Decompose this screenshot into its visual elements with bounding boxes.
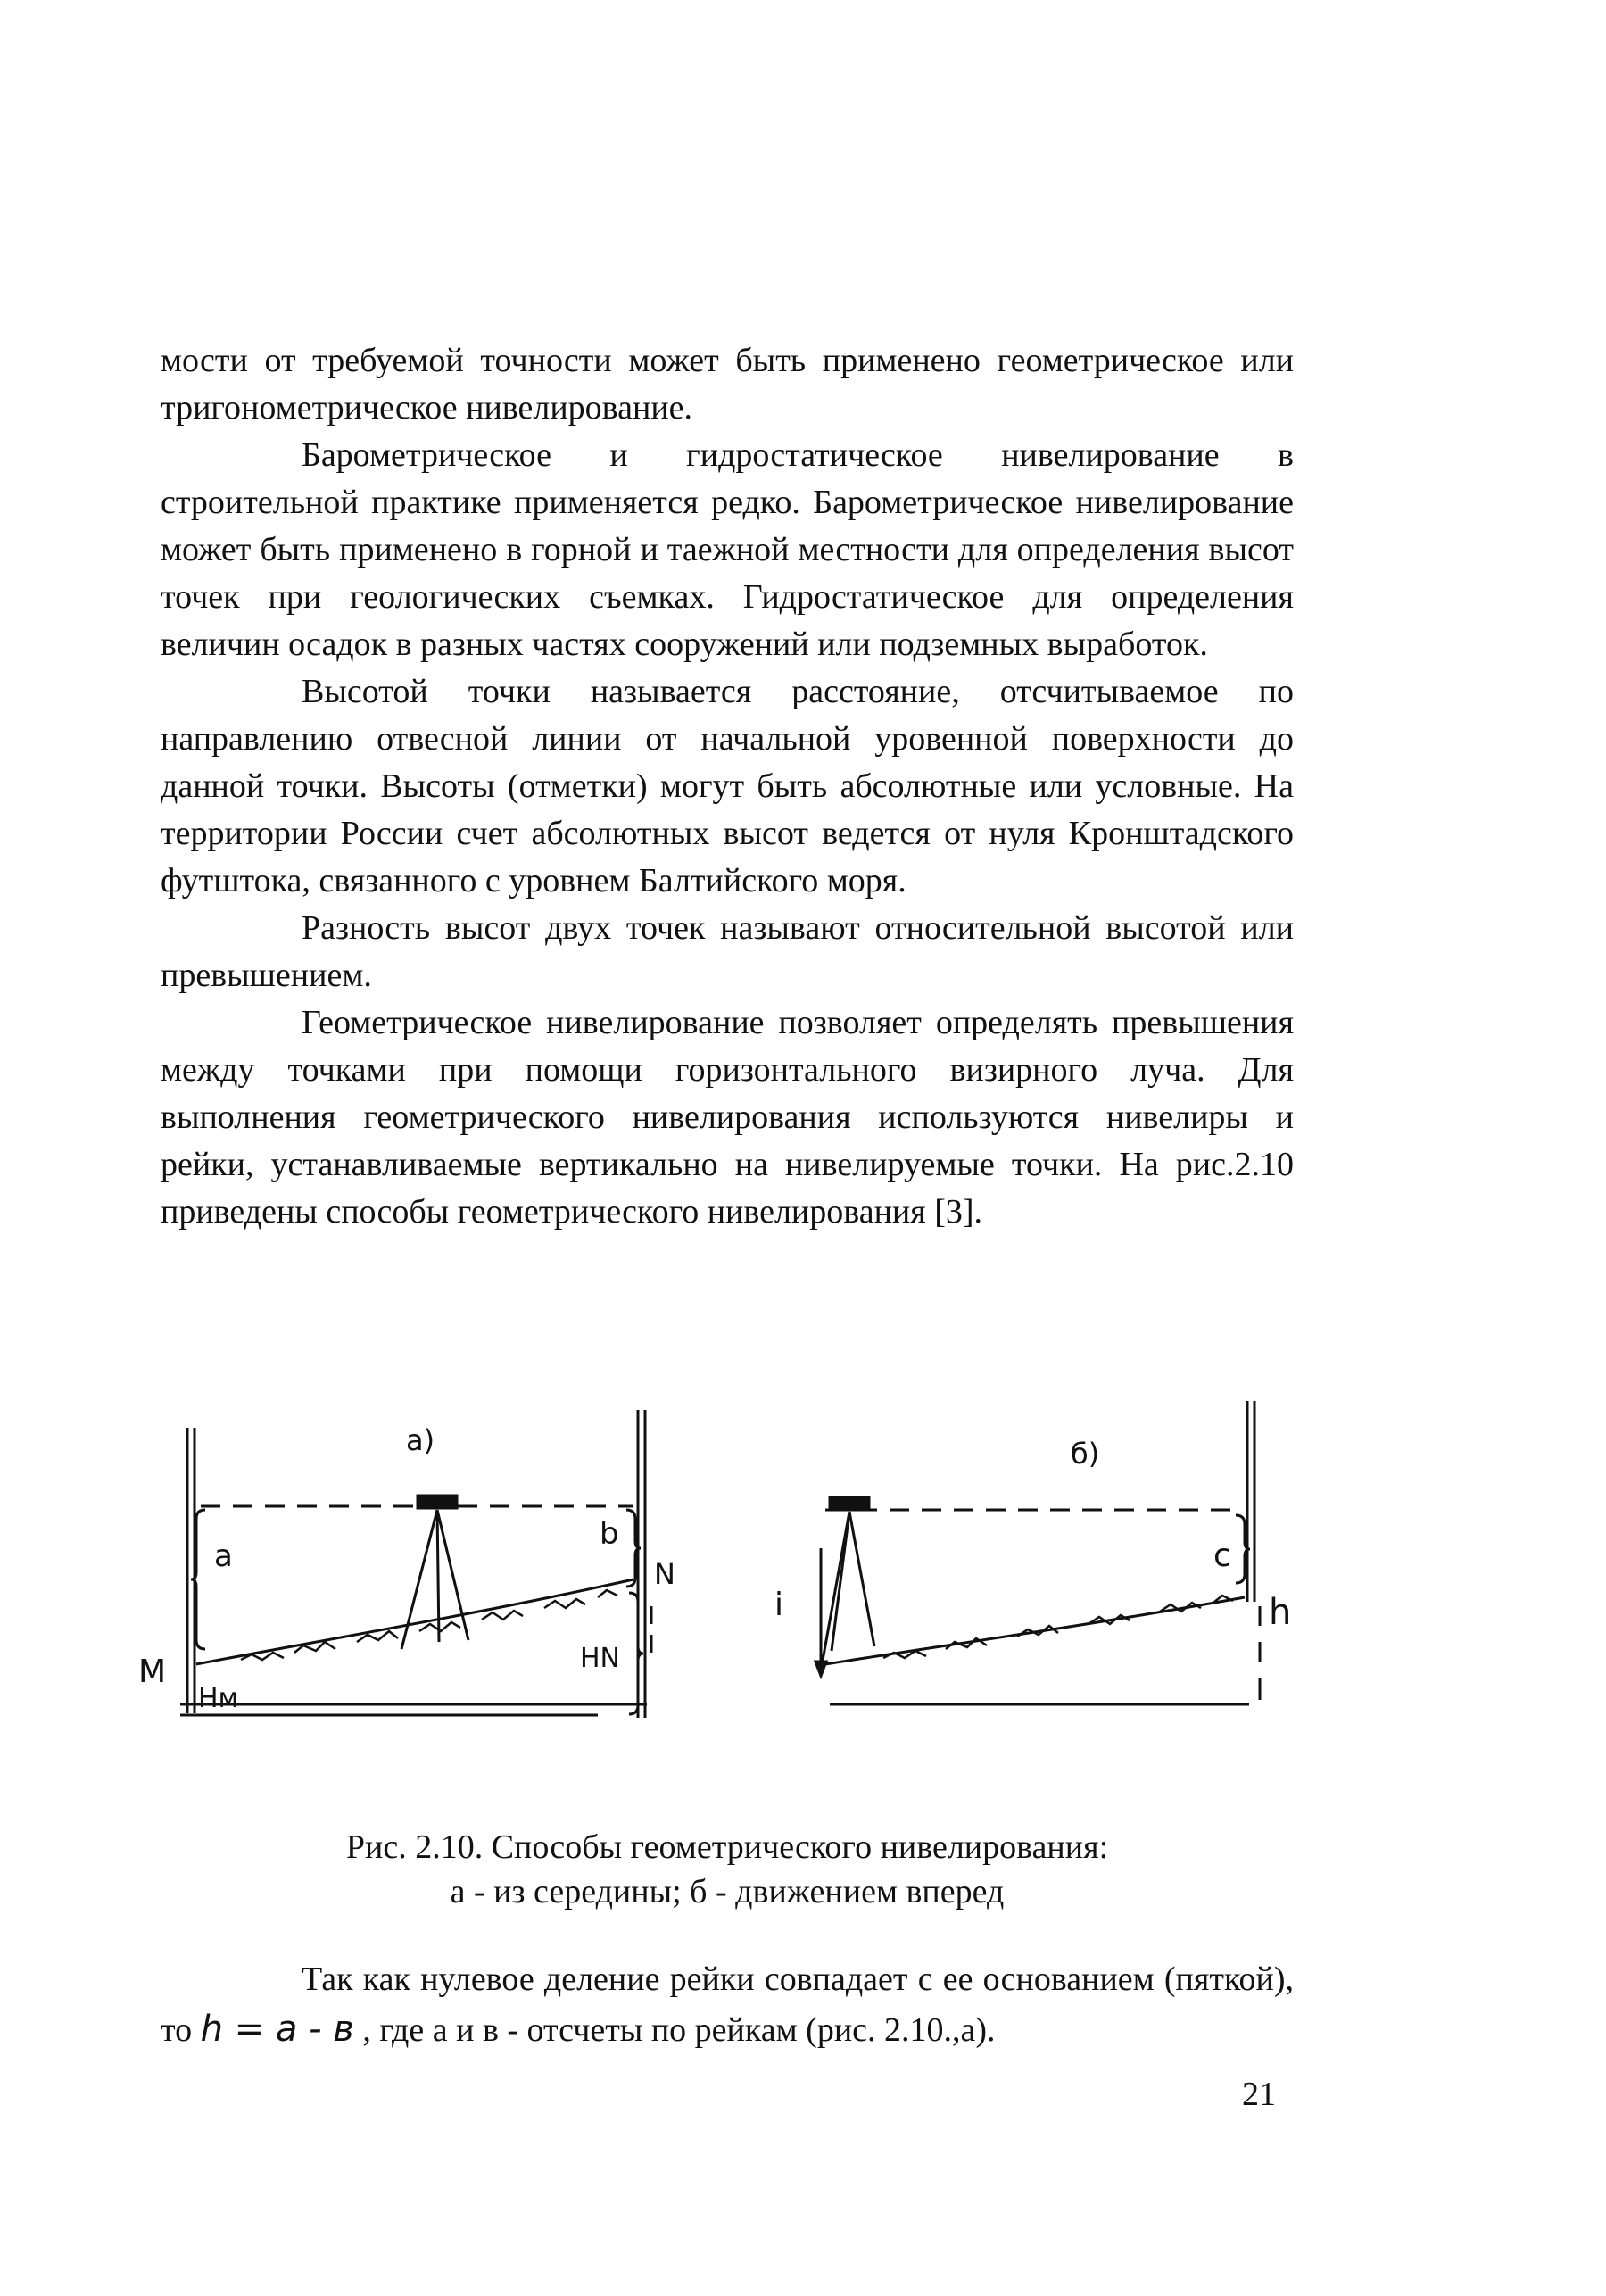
caption-line-2: а - из середины; б - движением вперед <box>450 1873 1005 1911</box>
leveling-diagram <box>134 1401 1320 1758</box>
page-number: 21 <box>1242 2076 1276 2113</box>
figure-caption <box>161 1825 1294 1914</box>
tripod-leg-a3 <box>437 1510 439 1642</box>
tripod-leg-a1 <box>402 1510 437 1649</box>
label-panel-b: б) <box>1071 1437 1100 1471</box>
body-text <box>161 337 1294 1236</box>
label-HM: Hм <box>198 1683 239 1714</box>
ground-hatching-b <box>883 1596 1233 1658</box>
brace-a <box>191 1510 205 1649</box>
paragraph-2: Барометрическое и гидростатическое нивелирование в строительной практике применяется редко. Барометрическое нивелирование может быть применено в горной и таежной местности для определения высот точек при геологических съемках. Гидростатическое для определения величин осадок в разных частях сооружений или подземных выработок. <box>161 436 1294 663</box>
paragraph-after <box>161 1954 1294 2055</box>
level-instrument-b <box>830 1497 869 1510</box>
ground-line-b <box>825 1597 1245 1664</box>
after-figure-text <box>161 1954 1294 2055</box>
tripod-leg-b3 <box>832 1512 849 1651</box>
label-panel-a: а) <box>406 1423 435 1457</box>
paragraph-3: Высотой точки называется расстояние, отсчитываемое по направлению отвесной линии от начальной уровенной поверхности до данной точки. Высоты (отметки) могут быть абсолютные или условные. На территории России счет абсолютных высот ведется от нуля Кронштадского футштока, связанного с уровнем Балтийского моря. <box>161 673 1294 899</box>
tripod-leg-b2 <box>849 1512 874 1646</box>
text-before-formula: Так как нулевое деление рейки совпадает с ее основанием (пяткой), то <box>161 1960 1294 2049</box>
paragraph-4: Разность высот двух точек называют относительной высотой или превышением. <box>161 909 1294 994</box>
panel-b <box>815 1401 1260 1704</box>
tripod-leg-a2 <box>437 1510 468 1640</box>
label-b: b <box>600 1516 619 1552</box>
label-M: M <box>138 1654 167 1690</box>
text-after-formula: , где а и в - отсчеты по рейкам (рис. 2.10.,а). <box>353 2011 996 2049</box>
caption-line-1: Рис. 2.10. Способы геометрического нивелирования: <box>345 1828 1109 1866</box>
brace-hn <box>629 1593 643 1714</box>
label-HN: HN <box>580 1643 620 1674</box>
label-i: i <box>774 1587 784 1623</box>
paragraph-5: Геометрическое нивелирование позволяет определять превышения между точками при помощи горизонтального визирного луча. Для выполнения геометрического нивелирования используются нивелиры и рейки, устанавливаемые вертикально на нивелируемые точки. На рис.2.10 приведены способы геометрического нивелирования [3]. <box>161 1004 1294 1231</box>
formula: h = a - в <box>200 2009 354 2050</box>
label-c: c <box>1213 1538 1231 1574</box>
ground-hatching-a <box>241 1590 617 1660</box>
label-h: h <box>1269 1592 1292 1633</box>
level-instrument-a <box>418 1496 457 1508</box>
i-arrow-head <box>815 1662 826 1676</box>
label-a: a <box>214 1538 233 1574</box>
label-N: N <box>654 1557 675 1591</box>
paragraph-1: мости от требуемой точности может быть применено геометрическое или тригонометрическое нивелирование. <box>161 342 1294 427</box>
figure-2-10 <box>134 1401 1320 1758</box>
